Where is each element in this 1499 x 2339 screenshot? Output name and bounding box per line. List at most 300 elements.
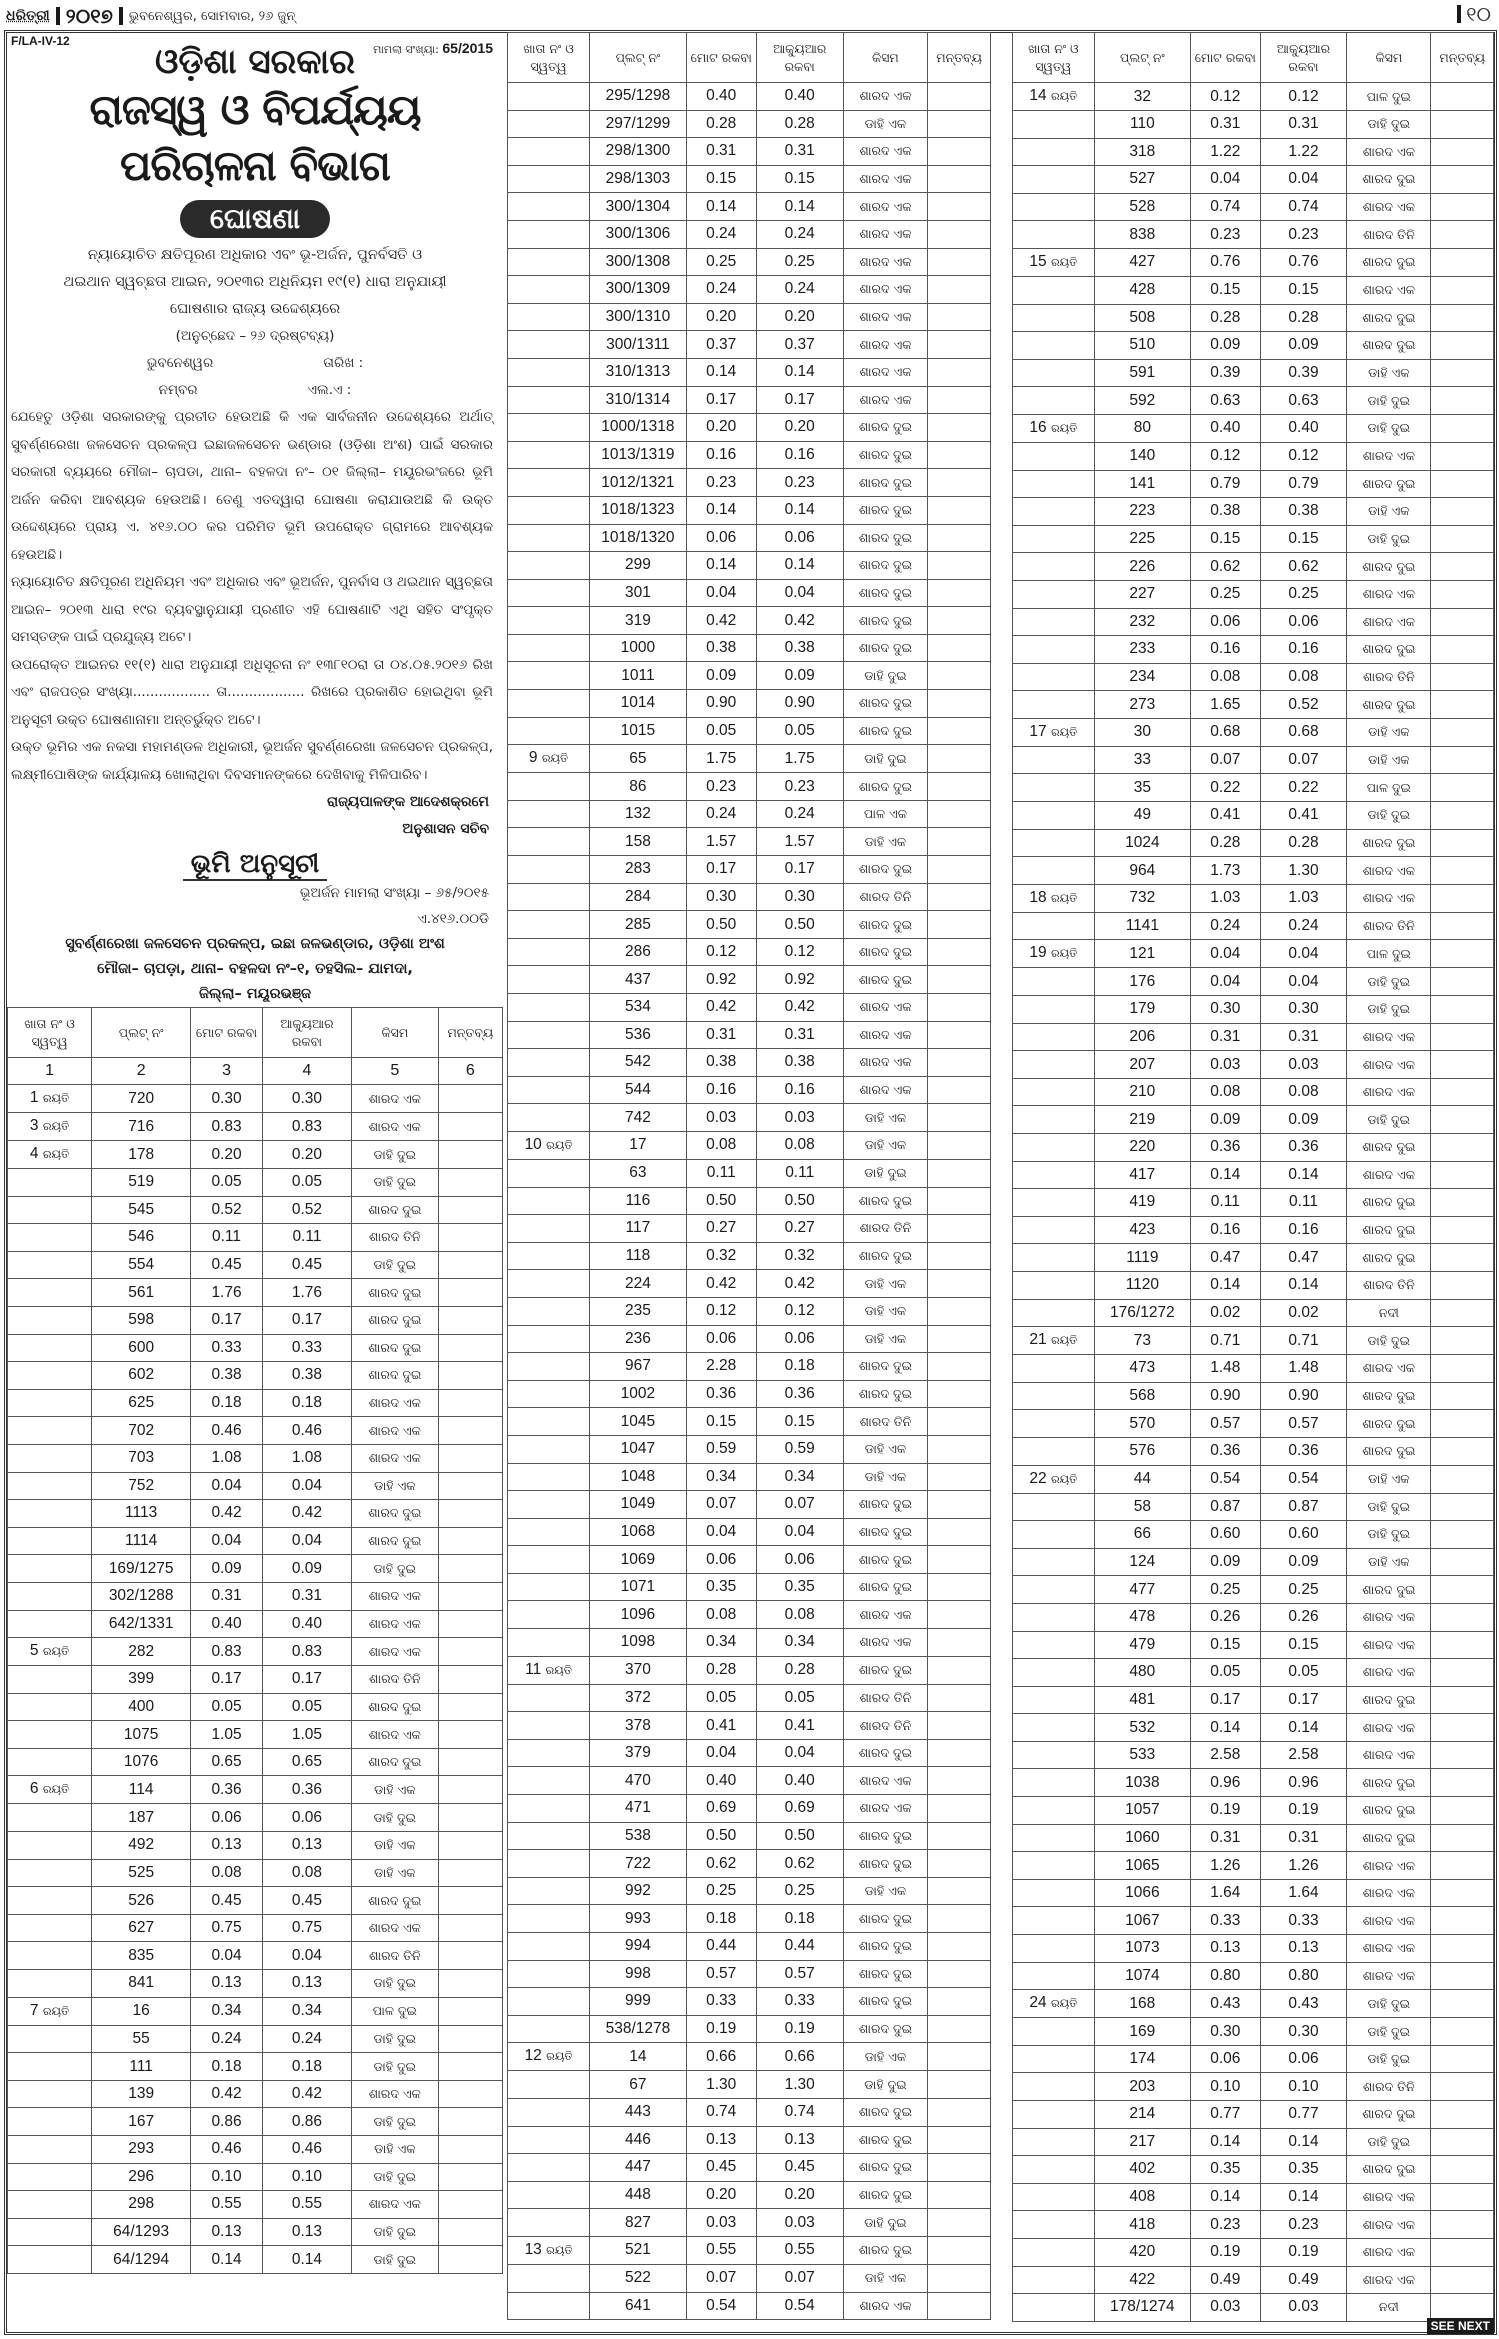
khata-cell: [8, 1334, 92, 1362]
remarks: [1431, 553, 1494, 581]
land-class: ଶାରଦ ଦୁଇ: [843, 2154, 928, 2182]
table-row: [508, 1408, 991, 1436]
khata-cell: [1013, 1437, 1095, 1465]
table-row: [8, 1444, 503, 1472]
remarks: [438, 1832, 502, 1860]
khata-cell: [508, 634, 590, 662]
plot-number: 720: [92, 1085, 191, 1113]
khata-cell: [8, 1610, 92, 1638]
acquired-area: 0.18: [262, 1389, 351, 1417]
land-class: ଶାରଦ ଏକ: [352, 2080, 439, 2108]
table-row: [1013, 1741, 1494, 1769]
remarks: [1431, 1935, 1494, 1963]
total-area: 0.59: [686, 1435, 756, 1463]
remarks: [1431, 1465, 1494, 1493]
acquired-area: 0.05: [756, 1684, 843, 1712]
plot-number: 546: [92, 1224, 191, 1252]
land-class: ଡାହି ଏକ: [843, 828, 928, 856]
total-area: 0.71: [1190, 1327, 1260, 1355]
land-class: ଶାରଦ ଦୁଇ: [843, 1933, 928, 1961]
plot-number: 446: [590, 2126, 687, 2154]
land-class: ଶାରଦ ଏକ: [843, 303, 928, 331]
acquired-area: 0.50: [756, 911, 843, 939]
khata-cell: [508, 552, 590, 580]
total-area: 0.28: [1190, 304, 1260, 332]
acquired-area: 0.36: [1260, 1437, 1347, 1465]
acquired-area: 0.09: [1260, 332, 1347, 360]
plot-number: 319: [590, 607, 687, 635]
table-row: [1013, 1852, 1494, 1880]
land-class: ଶାରଦ ଦୁଇ: [843, 552, 928, 580]
remarks: [1431, 1852, 1494, 1880]
khata-cell: [8, 1444, 92, 1472]
total-area: 0.14: [1190, 2183, 1260, 2211]
remarks: [438, 1444, 502, 1472]
remarks: [438, 2246, 502, 2274]
khata-cell: [1013, 1990, 1095, 2018]
remarks: [928, 1187, 991, 1215]
total-area: 0.11: [1190, 1189, 1260, 1217]
remarks: [928, 441, 991, 469]
khata-cell: [1013, 746, 1095, 774]
plot-number: 1073: [1094, 1935, 1190, 1963]
table-row: [8, 1638, 503, 1666]
remarks: [928, 1021, 991, 1049]
table-row: [8, 1196, 503, 1224]
land-class: ଶାରଦ ଏକ: [1347, 1852, 1431, 1880]
land-class: ଶାରଦ ଏକ: [1347, 857, 1431, 885]
remarks: [1431, 166, 1494, 194]
acquired-area: 0.05: [756, 717, 843, 745]
plot-number: 1047: [590, 1435, 687, 1463]
remarks: [438, 1527, 502, 1555]
land-class: ପାଳ ଦୁଇ: [1347, 774, 1431, 802]
total-area: 0.20: [686, 414, 756, 442]
table-header-row: [508, 33, 991, 83]
table-row: [508, 634, 991, 662]
total-area: 0.30: [1190, 2018, 1260, 2046]
khata-cell: [508, 1573, 590, 1601]
acquired-area: 0.77: [1260, 2101, 1347, 2129]
plot-number: 17: [590, 1131, 687, 1159]
remarks: [1431, 1106, 1494, 1134]
plot-number: 318: [1094, 138, 1190, 166]
land-class: ଶାରଦ ଦୁଇ: [1347, 2156, 1431, 2184]
land-class: ଶାରଦ ଏକ: [843, 220, 928, 248]
total-area: 0.14: [686, 358, 756, 386]
plot-number: 538/1278: [590, 2015, 687, 2043]
remarks: [928, 1242, 991, 1270]
table-row: [8, 1610, 503, 1638]
khata-cell: [508, 2071, 590, 2099]
notice-header: [7, 30, 503, 242]
khata-cell: [508, 220, 590, 248]
remarks: [1431, 2266, 1494, 2294]
land-class: ଶାରଦ ଏକ: [843, 165, 928, 193]
plot-number: 538: [590, 1822, 687, 1850]
total-area: 1.03: [1190, 884, 1260, 912]
land-class: ଶାରଦ ତିନି: [352, 1942, 439, 1970]
plot-number: 206: [1094, 1023, 1190, 1051]
plot-number: 481: [1094, 1686, 1190, 1714]
khata-cell: [8, 1666, 92, 1694]
acquired-area: 0.25: [756, 248, 843, 276]
land-class: ଶାରଦ ଦୁଇ: [843, 1242, 928, 1270]
total-area: 0.24: [686, 220, 756, 248]
acquired-area: 0.20: [756, 303, 843, 331]
remarks: [928, 1960, 991, 1988]
remarks: [1431, 2073, 1494, 2101]
land-class: ଶାରଦ ଦୁଇ: [352, 1527, 439, 1555]
plot-number: 1076: [92, 1748, 191, 1776]
khata-type: ରୟତି: [1050, 422, 1078, 435]
remarks: [928, 634, 991, 662]
khata-type: ରୟତି: [546, 1139, 573, 1152]
land-class: ଶାରଦ ଏକ: [843, 331, 928, 359]
acquired-area: 1.57: [756, 828, 843, 856]
plot-number: 110: [1094, 111, 1190, 139]
total-area: 0.05: [191, 1693, 263, 1721]
plot-number: 480: [1094, 1659, 1190, 1687]
land-class: ଶାରଦ ଏକ: [843, 386, 928, 414]
plot-number: 600: [92, 1334, 191, 1362]
khata-cell: [1013, 996, 1095, 1024]
total-area: 0.24: [191, 2025, 263, 2053]
plot-number: 994: [590, 1933, 687, 1961]
khata-type: ରୟତି: [1050, 726, 1078, 739]
remarks: [928, 1518, 991, 1546]
table-row: [508, 1021, 991, 1049]
total-area: 0.40: [1190, 414, 1260, 442]
acquired-area: 0.11: [1260, 1189, 1347, 1217]
plot-number: 722: [590, 1850, 687, 1878]
table-row: [1013, 912, 1494, 940]
acquired-area: 0.13: [262, 2218, 351, 2246]
khata-number: 13: [524, 2240, 542, 2258]
remarks: [928, 800, 991, 828]
land-class: ଶାରଦ ଦୁଇ: [1347, 1686, 1431, 1714]
land-class: ଡାହି ଦୁଇ: [1347, 111, 1431, 139]
acquired-area: 0.12: [756, 1297, 843, 1325]
plot-number: 478: [1094, 1603, 1190, 1631]
plot-number: 534: [590, 994, 687, 1022]
table-row: [1013, 414, 1494, 442]
land-class: ଡାହି ଏକ: [843, 1297, 928, 1325]
table-row: [8, 1555, 503, 1583]
khata-cell: [508, 358, 590, 386]
remarks: [438, 1776, 502, 1804]
khata-cell: [1013, 1741, 1095, 1769]
plot-number: 470: [590, 1767, 687, 1795]
acquired-area: 0.71: [1260, 1327, 1347, 1355]
remarks: [1431, 1576, 1494, 1604]
land-class: ଶାରଦ ଦୁଇ: [843, 2015, 928, 2043]
table-row: [1013, 304, 1494, 332]
subtitle-line: ନ୍ୟାୟୋଚିତ କ୍ଷତିପୂରଣ ଅଧିକାର ଏବଂ ଭୂ-ଅର୍ଜନ, ପୁନର୍ବସତି ଓ: [87, 247, 423, 263]
khata-cell: [508, 1712, 590, 1740]
table-row: [508, 1491, 991, 1519]
land-class: ଶାରଦ ଦୁଇ: [1347, 1382, 1431, 1410]
plot-number: 298/1303: [590, 165, 687, 193]
acquired-area: 0.16: [756, 1076, 843, 1104]
acquired-area: 0.02: [1260, 1299, 1347, 1327]
remarks: [438, 2080, 502, 2108]
khata-cell: [508, 2154, 590, 2182]
total-area: 0.28: [686, 110, 756, 138]
see-next-label: SEE NEXT: [1427, 2318, 1494, 2334]
acquired-area: 0.05: [262, 1169, 351, 1197]
case-value: 65/2015: [442, 40, 493, 56]
remarks: [1431, 1134, 1494, 1162]
total-area: 0.31: [1190, 1824, 1260, 1852]
land-class: ଶାରଦ ଦୁଇ: [843, 1380, 928, 1408]
acquired-area: 1.30: [756, 2071, 843, 2099]
table-row: [508, 911, 991, 939]
acquired-area: 0.05: [1260, 1659, 1347, 1687]
khata-cell: [508, 1159, 590, 1187]
plot-number: 532: [1094, 1714, 1190, 1742]
table-row: [508, 1795, 991, 1823]
total-area: 1.73: [1190, 857, 1260, 885]
remarks: [928, 2209, 991, 2237]
table-row: [8, 1306, 503, 1334]
khata-cell: [1013, 2294, 1095, 2322]
plot-number: 1066: [1094, 1879, 1190, 1907]
acquired-area: 0.55: [756, 2236, 843, 2264]
remarks: [1431, 691, 1494, 719]
plot-number: 522: [590, 2264, 687, 2292]
land-class: ଶାରଦ ଏକ: [1347, 580, 1431, 608]
acquired-area: 0.69: [756, 1795, 843, 1823]
remarks: [928, 579, 991, 607]
khata-cell: [508, 2292, 590, 2320]
khata-cell: [508, 911, 590, 939]
acquired-area: 0.31: [262, 1582, 351, 1610]
khata-cell: [508, 2236, 590, 2264]
plot-number: 66: [1094, 1521, 1190, 1549]
khata-cell: [508, 2181, 590, 2209]
land-class: ଡାହି ଏକ: [843, 1104, 928, 1132]
khata-cell: [1013, 718, 1095, 746]
total-area: 0.12: [1190, 83, 1260, 111]
plot-number: 236: [590, 1325, 687, 1353]
total-area: 0.83: [191, 1638, 263, 1666]
khata-cell: [8, 1942, 92, 1970]
land-class: ଡାହି ଦୁଇ: [352, 2246, 439, 2274]
table-row: [1013, 1824, 1494, 1852]
remarks: [928, 1408, 991, 1436]
acquired-area: 0.40: [262, 1610, 351, 1638]
remarks: [438, 1306, 502, 1334]
table-row: [508, 2236, 991, 2264]
newspaper-name: ଧରିତ୍ରୀ: [6, 8, 50, 24]
khata-cell: [508, 773, 590, 801]
acquired-area: 0.54: [756, 2292, 843, 2320]
acquired-area: 1.03: [1260, 884, 1347, 912]
khata-cell: [8, 1582, 92, 1610]
acquired-area: 0.28: [1260, 829, 1347, 857]
remarks: [438, 1970, 502, 1998]
plot-number: 492: [92, 1832, 191, 1860]
acquired-area: 0.06: [1260, 2045, 1347, 2073]
land-class: ଶାରଦ ଦୁଇ: [843, 1491, 928, 1519]
land-class: ଶାରଦ ଦୁଇ: [1347, 1216, 1431, 1244]
total-area: 0.06: [1190, 2045, 1260, 2073]
khata-cell: [1013, 2266, 1095, 2294]
khata-cell: [1013, 1797, 1095, 1825]
khata-cell: [8, 2136, 92, 2164]
land-class: ଡାହି ଦୁଇ: [352, 2163, 439, 2191]
remarks: [928, 1656, 991, 1684]
land-class: ଡାହି ଏକ: [843, 1131, 928, 1159]
khata-type: ରୟତି: [42, 1149, 70, 1161]
remarks: [928, 1822, 991, 1850]
table-row: [508, 994, 991, 1022]
remarks: [438, 1224, 502, 1252]
table-row: [508, 1822, 991, 1850]
plot-number: 220: [1094, 1134, 1190, 1162]
land-class: ଶାରଦ ଏକ: [843, 1021, 928, 1049]
total-area: 0.25: [686, 248, 756, 276]
remarks: [928, 1933, 991, 1961]
total-area: 0.40: [686, 1767, 756, 1795]
acquired-area: 0.74: [756, 2098, 843, 2126]
land-class: ପାଳ ଦୁଇ: [352, 1997, 439, 2025]
plot-number: 1000/1318: [590, 414, 687, 442]
khata-number: 5: [29, 1642, 39, 1660]
land-class: ଡାହି ଦୁଇ: [352, 1804, 439, 1832]
land-class: ଶାରଦ ଦୁଇ: [843, 1822, 928, 1850]
remarks: [1431, 1824, 1494, 1852]
table-row: [508, 386, 991, 414]
khata-cell: [508, 1435, 590, 1463]
remarks: [438, 2191, 502, 2219]
land-class: ଡାହି ଦୁଇ: [843, 2209, 928, 2237]
plot-number: 67: [590, 2071, 687, 2099]
table-row: [508, 773, 991, 801]
khata-type: ରୟତି: [1050, 256, 1078, 269]
remarks: [1431, 1271, 1494, 1299]
acquired-area: 1.22: [1260, 138, 1347, 166]
khata-cell: [508, 1822, 590, 1850]
total-area: 0.65: [191, 1748, 263, 1776]
land-class: ଡାହି ଏକ: [1347, 1465, 1431, 1493]
plot-number: 576: [1094, 1437, 1190, 1465]
remarks: [928, 883, 991, 911]
khata-cell: [508, 83, 590, 111]
plot-number: 1120: [1094, 1271, 1190, 1299]
plot-number: 602: [92, 1362, 191, 1390]
total-area: 0.13: [191, 2218, 263, 2246]
table-row: [508, 1850, 991, 1878]
khata-type: ରୟତି: [42, 1646, 70, 1659]
remarks: [1431, 1410, 1494, 1438]
land-class: ଡାହି ଦୁଇ: [352, 1251, 439, 1279]
acquired-area: 0.40: [1260, 414, 1347, 442]
plot-number: 86: [590, 773, 687, 801]
acquired-area: 0.33: [262, 1334, 351, 1362]
plot-number: 214: [1094, 2101, 1190, 2129]
remarks: [438, 1389, 502, 1417]
remarks: [1431, 580, 1494, 608]
khata-cell: [8, 1693, 92, 1721]
acquired-area: 0.35: [756, 1573, 843, 1601]
land-class: ଡାହି ଦୁଇ: [352, 1141, 439, 1169]
land-class: ଶାରଦ ଦୁଇ: [843, 1960, 928, 1988]
table-row: [508, 331, 991, 359]
acquired-area: 0.49: [1260, 2266, 1347, 2294]
land-class: ଶାରଦ ଦୁଇ: [843, 1187, 928, 1215]
article-ref: (ଅନୁଚ୍ଛେଦ – ୨୬ ଦ୍ରଷ୍ଟବ୍ୟ): [175, 328, 335, 344]
khata-cell: [1013, 1631, 1095, 1659]
acquired-area: 0.22: [1260, 774, 1347, 802]
land-class: ଡାହି ଦୁଇ: [1347, 1327, 1431, 1355]
acquired-area: 0.59: [756, 1435, 843, 1463]
plot-number: 35: [1094, 774, 1190, 802]
khata-cell: [1013, 968, 1095, 996]
land-class: ଶାରଦ ଦୁଇ: [843, 496, 928, 524]
land-class: ଡାହି ଏକ: [843, 110, 928, 138]
remarks: [1431, 663, 1494, 691]
total-area: 0.08: [1190, 1078, 1260, 1106]
land-class: ଡାହି ଏକ: [843, 1325, 928, 1353]
table-row: [508, 828, 991, 856]
land-class: ଶାରଦ ଦୁଇ: [1347, 636, 1431, 664]
acquired-area: 0.28: [756, 1656, 843, 1684]
acquired-area: 0.14: [262, 2246, 351, 2274]
total-area: 0.60: [1190, 1521, 1260, 1549]
land-class: ଶାରଦ ଦୁଇ: [352, 1748, 439, 1776]
acquired-area: 0.87: [1260, 1493, 1347, 1521]
table-row: [1013, 940, 1494, 968]
table-row: [1013, 1023, 1494, 1051]
total-area: 0.14: [1190, 1714, 1260, 1742]
plot-number: 207: [1094, 1051, 1190, 1079]
column-number: 2: [92, 1058, 191, 1085]
total-area: 0.06: [686, 1546, 756, 1574]
acquired-area: 0.52: [262, 1196, 351, 1224]
khata-type: ରୟତି: [1050, 892, 1078, 905]
remarks: [928, 110, 991, 138]
remarks: [928, 2181, 991, 2209]
table-row: [508, 2098, 991, 2126]
land-class: ଶାରଦ ଏକ: [843, 193, 928, 221]
khata-cell: [1013, 276, 1095, 304]
land-class: ଡାହି ଏକ: [843, 1877, 928, 1905]
remarks: [1431, 1051, 1494, 1079]
remarks: [1431, 248, 1494, 276]
acquired-area: 0.25: [1260, 580, 1347, 608]
total-area: 0.30: [191, 1085, 263, 1113]
plot-number: 428: [1094, 276, 1190, 304]
total-area: 0.24: [686, 800, 756, 828]
total-area: 1.75: [686, 745, 756, 773]
plot-number: 1012/1321: [590, 469, 687, 497]
land-class: ଶାରଦ ଏକ: [1347, 1355, 1431, 1383]
land-class: ଡାହି ଏକ: [352, 1472, 439, 1500]
land-class: ଶାରଦ ଦୁଇ: [843, 607, 928, 635]
total-area: 0.09: [191, 1555, 263, 1583]
table-row: [508, 1712, 991, 1740]
total-area: 0.14: [191, 2246, 263, 2274]
acquired-area: 1.64: [1260, 1879, 1347, 1907]
acquired-area: 0.40: [756, 1767, 843, 1795]
plot-number: 568: [1094, 1382, 1190, 1410]
land-class: ଶାରଦ ଦୁଇ: [352, 1500, 439, 1528]
plot-number: 1114: [92, 1527, 191, 1555]
khata-cell: [1013, 1686, 1095, 1714]
plot-number: 284: [590, 883, 687, 911]
